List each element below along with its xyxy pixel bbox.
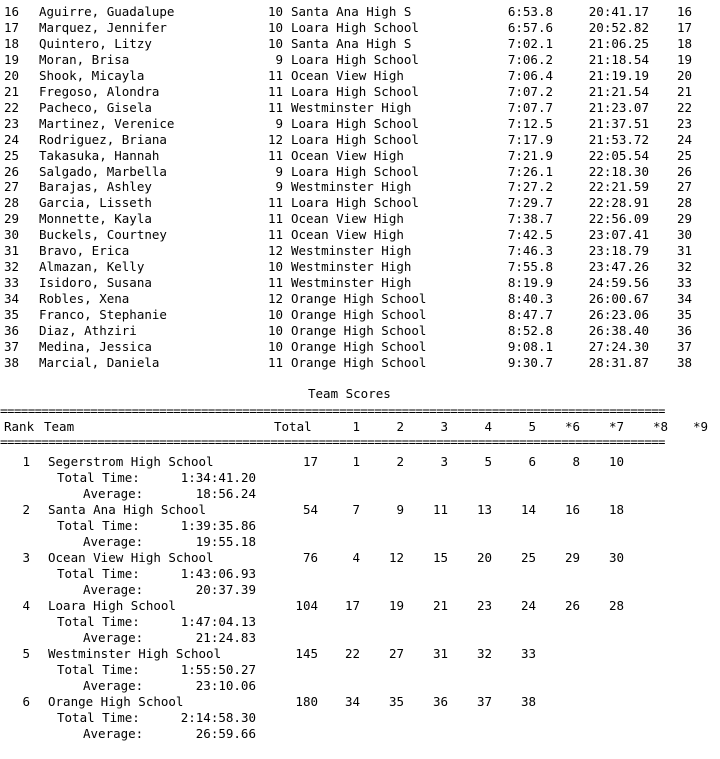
school: Loara High School (291, 163, 419, 179)
mile-split: 6:53.8 (507, 4, 553, 19)
athlete-name: Franco, Stephanie (39, 307, 167, 323)
team-row (0, 598, 720, 614)
team-average (0, 534, 720, 550)
finish-time: 28:31.87 (588, 354, 649, 370)
mile-split: 7:07.7 (507, 99, 553, 115)
runner-score: 19 (388, 598, 404, 613)
place: 29 (4, 211, 20, 227)
result-row (0, 68, 720, 84)
team-name: Loara High School (48, 598, 176, 613)
team-total-time (0, 518, 720, 534)
school: Orange High School (291, 354, 427, 370)
year: 10 (267, 4, 283, 19)
mile-split: 7:06.4 (507, 67, 553, 83)
points: 24 (676, 131, 692, 147)
points: 35 (676, 307, 692, 323)
runner-score: 17 (344, 598, 360, 613)
mile-split: 7:55.8 (507, 259, 553, 275)
year: 11 (267, 99, 283, 115)
mile-split: 9:30.7 (507, 354, 553, 370)
mile-split: 9:08.1 (507, 338, 553, 354)
finish-time: 20:41.17 (588, 4, 649, 19)
runner-score: 9 (396, 502, 404, 517)
mile-split: 7:38.7 (507, 211, 553, 227)
result-row (0, 227, 720, 243)
result-row (0, 291, 720, 307)
runner-score: 11 (432, 502, 448, 517)
place: 17 (4, 19, 20, 35)
result-row (0, 148, 720, 164)
team-average (0, 486, 720, 502)
year: 10 (267, 323, 283, 338)
average-label: Average: (83, 486, 144, 501)
place: 18 (4, 35, 20, 51)
runner-score: 7 (352, 502, 360, 517)
team-row (0, 550, 720, 566)
year: 11 (267, 83, 283, 99)
runner-score: 22 (344, 646, 360, 661)
team-average (0, 582, 720, 598)
team-name: Santa Ana High School (48, 502, 207, 517)
runner-score: 15 (432, 550, 448, 565)
result-row (0, 116, 720, 132)
athlete-name: Salgado, Marbella (39, 163, 167, 179)
athlete-name: Buckels, Courtney (39, 227, 167, 243)
year: 11 (267, 211, 283, 227)
finish-time: 21:37.51 (588, 115, 649, 131)
finish-time: 23:47.26 (588, 259, 649, 275)
total-time-value: 2:14:58.30 (180, 710, 256, 725)
place: 23 (4, 115, 20, 131)
average-value: 26:59.66 (195, 726, 256, 741)
runner-score: 35 (388, 694, 404, 709)
finish-time: 27:24.30 (588, 338, 649, 354)
finish-time: 21:53.72 (588, 131, 649, 147)
year: 9 (275, 179, 283, 195)
athlete-name: Martinez, Verenice (39, 115, 175, 131)
year: 9 (275, 115, 283, 131)
school: Ocean View High (291, 67, 404, 83)
year: 11 (267, 147, 283, 163)
mile-split: 7:02.1 (507, 35, 553, 51)
team-rank: 2 (22, 502, 30, 517)
runner-score: 38 (520, 694, 536, 709)
points: 18 (676, 35, 692, 51)
mile-split: 7:29.7 (507, 195, 553, 211)
finish-time: 26:23.06 (588, 307, 649, 323)
total-time-label: Total Time: (57, 710, 140, 725)
runner-score: 3 (440, 454, 448, 469)
school: Loara High School (291, 195, 419, 211)
points: 28 (676, 195, 692, 211)
place: 25 (4, 147, 20, 163)
place: 35 (4, 307, 20, 323)
team-total-time (0, 662, 720, 678)
points: 19 (676, 51, 692, 67)
athlete-name: Moran, Brisa (39, 51, 130, 67)
points: 20 (676, 67, 692, 83)
runner-score: 31 (432, 646, 448, 661)
year: 11 (267, 195, 283, 211)
points: 33 (676, 275, 692, 291)
place: 30 (4, 227, 20, 243)
mile-split: 8:40.3 (507, 291, 553, 307)
result-row (0, 84, 720, 100)
result-row (0, 211, 720, 227)
runner-score: 2 (396, 454, 404, 469)
runner-score: 20 (476, 550, 492, 565)
team-scores-header (0, 419, 720, 435)
finish-time: 21:23.07 (588, 99, 649, 115)
result-row (0, 179, 720, 195)
total-time-value: 1:47:04.13 (180, 614, 256, 629)
points: 36 (676, 323, 692, 338)
average-value: 19:55.18 (195, 534, 256, 549)
runner-score: 10 (608, 454, 624, 469)
school: Ocean View High (291, 211, 404, 227)
finish-time: 21:19.19 (588, 67, 649, 83)
school: Westminster High (291, 179, 412, 195)
place: 26 (4, 163, 20, 179)
result-row (0, 339, 720, 355)
year: 11 (267, 275, 283, 291)
year: 10 (267, 19, 283, 35)
finish-time: 21:21.54 (588, 83, 649, 99)
school: Loara High School (291, 131, 419, 147)
school: Westminster High (291, 275, 412, 291)
athlete-name: Quintero, Litzy (39, 35, 152, 51)
average-label: Average: (83, 630, 144, 645)
finish-time: 21:18.54 (588, 51, 649, 67)
year: 11 (267, 354, 283, 370)
team-name: Orange High School (48, 694, 184, 709)
finish-time: 22:18.30 (588, 163, 649, 179)
runner-score: 14 (520, 502, 536, 517)
team-total-time (0, 470, 720, 486)
runner-score: 1 (352, 454, 360, 469)
athlete-name: Takasuka, Hannah (39, 147, 160, 163)
year: 10 (267, 35, 283, 51)
place: 27 (4, 179, 20, 195)
result-row (0, 195, 720, 211)
athlete-name: Robles, Xena (39, 291, 130, 307)
runner-score: 27 (388, 646, 404, 661)
total-time-value: 1:39:35.86 (180, 518, 256, 533)
mile-split: 7:21.9 (507, 147, 553, 163)
average-label: Average: (83, 534, 144, 549)
header-col-1: 1 (352, 419, 360, 434)
average-value: 18:56.24 (195, 486, 256, 501)
result-row (0, 323, 720, 339)
runner-score: 32 (476, 646, 492, 661)
finish-time: 26:38.40 (588, 323, 649, 338)
place: 28 (4, 195, 20, 211)
average-value: 21:24.83 (195, 630, 256, 645)
school: Orange High School (291, 323, 427, 338)
result-row (0, 355, 720, 371)
year: 9 (275, 51, 283, 67)
finish-time: 22:56.09 (588, 211, 649, 227)
team-total-time (0, 614, 720, 630)
points: 38 (676, 354, 692, 370)
team-average (0, 678, 720, 694)
runner-score: 13 (476, 502, 492, 517)
year: 11 (267, 227, 283, 243)
total-time-label: Total Time: (57, 662, 140, 677)
finish-time: 22:28.91 (588, 195, 649, 211)
team-total-time (0, 710, 720, 726)
points: 32 (676, 259, 692, 275)
year: 10 (267, 338, 283, 354)
athlete-name: Bravo, Erica (39, 243, 130, 259)
runner-score: 33 (520, 646, 536, 661)
athlete-name: Isidoro, Susana (39, 275, 152, 291)
finish-time: 20:52.82 (588, 19, 649, 35)
header-col-3: 3 (440, 419, 448, 434)
team-rank: 6 (22, 694, 30, 709)
athlete-name: Aguirre, Guadalupe (39, 4, 175, 19)
team-scores-title: Team Scores (308, 386, 391, 401)
result-row (0, 243, 720, 259)
total-time-label: Total Time: (57, 470, 140, 485)
runner-score: 29 (564, 550, 580, 565)
school: Orange High School (291, 307, 427, 323)
place: 34 (4, 291, 20, 307)
mile-split: 8:19.9 (507, 275, 553, 291)
team-total: 76 (302, 550, 318, 565)
mile-split: 8:52.8 (507, 323, 553, 338)
points: 34 (676, 291, 692, 307)
team-name: Ocean View High School (48, 550, 214, 565)
mile-split: 7:46.3 (507, 243, 553, 259)
team-row (0, 694, 720, 710)
place: 21 (4, 83, 20, 99)
result-row (0, 52, 720, 68)
athlete-name: Medina, Jessica (39, 338, 152, 354)
runner-score: 23 (476, 598, 492, 613)
year: 12 (267, 131, 283, 147)
result-row (0, 100, 720, 116)
points: 31 (676, 243, 692, 259)
finish-time: 26:00.67 (588, 291, 649, 307)
school: Loara High School (291, 115, 419, 131)
result-row (0, 307, 720, 323)
team-average (0, 630, 720, 646)
total-time-value: 1:55:50.27 (180, 662, 256, 677)
year: 10 (267, 259, 283, 275)
place: 16 (4, 4, 20, 19)
athlete-name: Marquez, Jennifer (39, 19, 167, 35)
runner-score: 37 (476, 694, 492, 709)
athlete-name: Marcial, Daniela (39, 354, 160, 370)
team-row (0, 502, 720, 518)
athlete-name: Diaz, Athziri (39, 323, 137, 338)
points: 23 (676, 115, 692, 131)
team-average (0, 726, 720, 742)
team-rank: 1 (22, 454, 30, 469)
result-row (0, 20, 720, 36)
total-time-label: Total Time: (57, 518, 140, 533)
runner-score: 30 (608, 550, 624, 565)
runner-score: 8 (572, 454, 580, 469)
mile-split: 7:27.2 (507, 179, 553, 195)
place: 37 (4, 338, 20, 354)
points: 16 (676, 4, 692, 19)
points: 27 (676, 179, 692, 195)
runner-score: 24 (520, 598, 536, 613)
average-label: Average: (83, 678, 144, 693)
points: 21 (676, 83, 692, 99)
year: 11 (267, 67, 283, 83)
team-row (0, 646, 720, 662)
average-value: 23:10.06 (195, 678, 256, 693)
athlete-name: Shook, Micayla (39, 67, 145, 83)
points: 37 (676, 338, 692, 354)
school: Loara High School (291, 83, 419, 99)
header-rule-top: ================================================================================================ (0, 403, 665, 418)
team-rank: 3 (22, 550, 30, 565)
total-time-value: 1:43:06.93 (180, 566, 256, 581)
school: Orange High School (291, 338, 427, 354)
header-col-2: 2 (396, 419, 404, 434)
team-rank: 4 (22, 598, 30, 613)
points: 26 (676, 163, 692, 179)
place: 19 (4, 51, 20, 67)
runner-score: 21 (432, 598, 448, 613)
points: 22 (676, 99, 692, 115)
place: 38 (4, 354, 20, 370)
runner-score: 26 (564, 598, 580, 613)
total-time-label: Total Time: (57, 614, 140, 629)
athlete-name: Rodriguez, Briana (39, 131, 167, 147)
school: Loara High School (291, 51, 419, 67)
runner-score: 34 (344, 694, 360, 709)
place: 36 (4, 323, 20, 338)
year: 9 (275, 163, 283, 179)
header-col-9: *9 (692, 419, 708, 434)
athlete-name: Barajas, Ashley (39, 179, 152, 195)
header-team: Team (44, 419, 75, 434)
result-row (0, 259, 720, 275)
team-rank: 5 (22, 646, 30, 661)
school: Santa Ana High S (291, 35, 412, 51)
average-label: Average: (83, 582, 144, 597)
runner-score: 16 (564, 502, 580, 517)
team-total: 145 (295, 646, 318, 661)
team-total: 17 (302, 454, 318, 469)
runner-score: 6 (528, 454, 536, 469)
place: 33 (4, 275, 20, 291)
header-col-7: *7 (608, 419, 624, 434)
header-rank: Rank (4, 419, 35, 434)
result-row (0, 164, 720, 180)
runner-score: 28 (608, 598, 624, 613)
runner-score: 25 (520, 550, 536, 565)
place: 32 (4, 259, 20, 275)
team-name: Westminster High School (48, 646, 222, 661)
athlete-name: Almazan, Kelly (39, 259, 145, 275)
place: 31 (4, 243, 20, 259)
team-total: 180 (295, 694, 318, 709)
school: Loara High School (291, 19, 419, 35)
athlete-name: Monnette, Kayla (39, 211, 152, 227)
mile-split: 7:12.5 (507, 115, 553, 131)
runner-score: 18 (608, 502, 624, 517)
average-value: 20:37.39 (195, 582, 256, 597)
mile-split: 7:17.9 (507, 131, 553, 147)
total-time-value: 1:34:41.20 (180, 470, 256, 485)
school: Westminster High (291, 259, 412, 275)
team-name: Segerstrom High School (48, 454, 214, 469)
school: Santa Ana High S (291, 4, 412, 19)
school: Ocean View High (291, 227, 404, 243)
finish-time: 22:21.59 (588, 179, 649, 195)
school: Orange High School (291, 291, 427, 307)
mile-split: 7:06.2 (507, 51, 553, 67)
points: 29 (676, 211, 692, 227)
points: 17 (676, 19, 692, 35)
year: 12 (267, 243, 283, 259)
mile-split: 7:42.5 (507, 227, 553, 243)
result-row (0, 275, 720, 291)
team-total: 104 (295, 598, 318, 613)
header-col-5: 5 (528, 419, 536, 434)
mile-split: 7:07.2 (507, 83, 553, 99)
team-total-time (0, 566, 720, 582)
year: 12 (267, 291, 283, 307)
athlete-name: Pacheco, Gisela (39, 99, 152, 115)
average-label: Average: (83, 726, 144, 741)
runner-score: 4 (352, 550, 360, 565)
points: 30 (676, 227, 692, 243)
place: 20 (4, 67, 20, 83)
points: 25 (676, 147, 692, 163)
result-row (0, 4, 720, 20)
finish-time: 21:06.25 (588, 35, 649, 51)
header-rule-bottom: ================================================================================================ (0, 434, 665, 449)
finish-time: 22:05.54 (588, 147, 649, 163)
header-col-4: 4 (484, 419, 492, 434)
header-col-6: *6 (564, 419, 580, 434)
header-total: Total (274, 419, 312, 434)
place: 24 (4, 131, 20, 147)
runner-score: 12 (388, 550, 404, 565)
place: 22 (4, 99, 20, 115)
mile-split: 8:47.7 (507, 307, 553, 323)
school: Westminster High (291, 99, 412, 115)
finish-time: 23:07.41 (588, 227, 649, 243)
school: Westminster High (291, 243, 412, 259)
team-row (0, 454, 720, 470)
finish-time: 23:18.79 (588, 243, 649, 259)
runner-score: 36 (432, 694, 448, 709)
team-total: 54 (302, 502, 318, 517)
result-row (0, 132, 720, 148)
result-row (0, 36, 720, 52)
mile-split: 7:26.1 (507, 163, 553, 179)
athlete-name: Garcia, Lisseth (39, 195, 152, 211)
mile-split: 6:57.6 (507, 19, 553, 35)
finish-time: 24:59.56 (588, 275, 649, 291)
athlete-name: Fregoso, Alondra (39, 83, 160, 99)
total-time-label: Total Time: (57, 566, 140, 581)
year: 10 (267, 307, 283, 323)
school: Ocean View High (291, 147, 404, 163)
runner-score: 5 (484, 454, 492, 469)
header-col-8: *8 (652, 419, 668, 434)
